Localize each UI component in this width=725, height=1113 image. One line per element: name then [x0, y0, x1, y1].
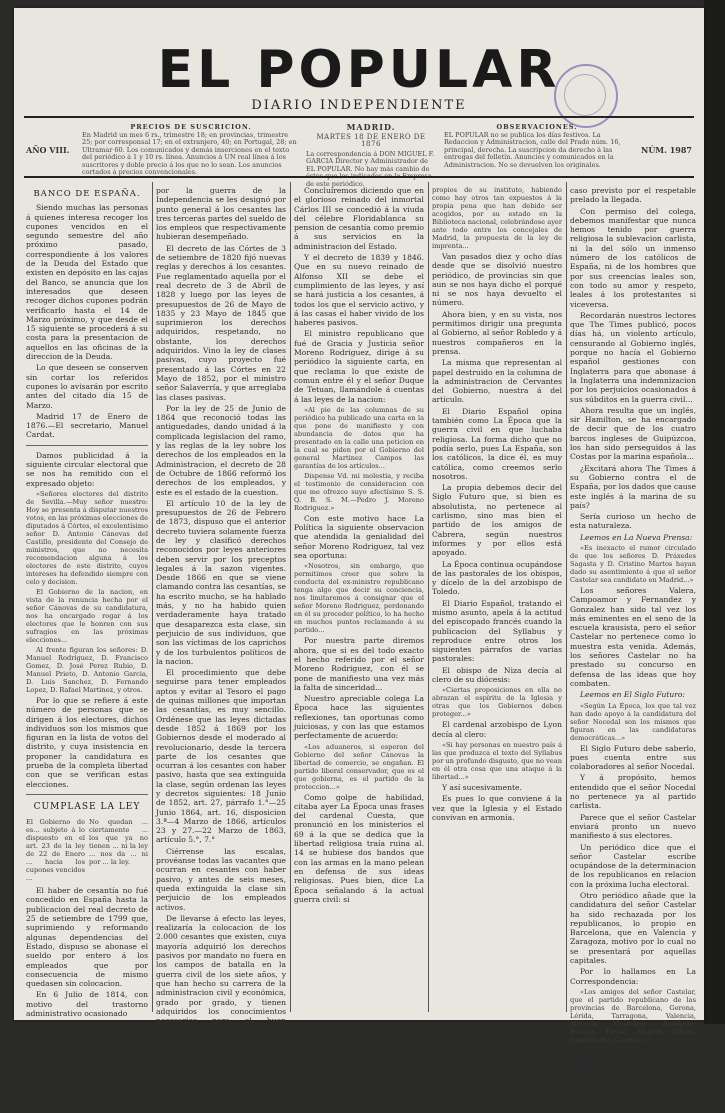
paragraph: Ciérrense las escalas, provéanse todas las vacantes que ocurran en cesantes con haber pasivo, y antes de seis meses, queda extinguida la clase sin perjuicio de los empleados activos.: [156, 846, 286, 912]
paragraph: Y á propósito, hemos entendido que el señor Nocedal no pertenece ya al partido carlista.: [570, 773, 696, 811]
column-rule: [566, 182, 567, 1012]
paragraph: El obispo de Niza decía al clero de su diócesis:: [432, 665, 562, 685]
paragraph: Es pues lo que conviene á la vez que la Iglesia y el Estado convivan en armonía.: [432, 794, 562, 822]
paragraph: «Al pie de las columnas de su periódico ha publicado una carta en la que pone de manifiesto y con abundancia de datos que ha presentado en la calle una peticion en la cual se piden por el Gobierno del general Martinez Campos las garantías de los artículos...: [294, 405, 424, 470]
year-label: AÑO VIII.: [26, 145, 70, 155]
quote-intro: Leemos en El Siglo Futuro:: [580, 690, 686, 700]
paragraph: Un periódico dice que el señor Castelar escribe ocupándose de la determinacion de los republicanos en relacion con la próxima lucha electoral.: [570, 842, 696, 889]
quote-intro: Leemos en La Nueva Prensa:: [580, 532, 693, 542]
paragraph: «Nosotros, sin embargo, que permitimos creer que sobre la conducta del ex-ministro republicano tenga algo que decir su conciencia, nos limitaremos á consignar que el señor Moreno Rodriguez, perdonando en él su proceder político, lo ha hecho en muchos puntos reclamando á su partido...: [294, 562, 424, 635]
paragraph: Como golpe de habilidad, citaba ayer La Época unas frases del cardenal Cuesta, que pronunció en los ministerios el 69 á la que se dedica que la libertad religiosa traía ruina al. 14 se hubiese dos bandos que con las armas en la mano pelean en defensa de sus ideas religiosas. Pues bien, dice La Época señalando á la actual guerra civil: si: [294, 792, 424, 904]
paragraph: Van pasados diez y ocho días desde que se disolvió nuestro periódico, de provincias sin que aun se nos haya dicho el porqué ni se nos haya devuelto el número.: [432, 252, 562, 308]
paragraph: caso previsto por el respetable prelado la llegada.: [570, 186, 696, 205]
masthead-subtitle: DIARIO INDEPENDIENTE: [251, 98, 467, 113]
observations-heading: OBSERVACIONES.: [496, 123, 578, 131]
paragraph: El Gobierno de la nacion, en vista de la renuncia hecha por el señor Cánovas de su candidatura, nos ha encargado rogar á los electores que le honren con sus sufragios en las próximas elecciones...: [26, 587, 148, 644]
issue-number: NÚM. 1987: [641, 145, 692, 155]
divider: [26, 445, 148, 446]
paragraph: El decreto de las Córtes de 3 de setiembre de 1820 fijó nuevas reglas y derechos á los cesantes. Fue reglamentado aquella por el real decreto de 3 de Abril de 1828 y luego por las leyes de presupuestos de 26 de Mayo de 1835 y 23 Mayo de 1845 que suprimieron los derechos adquiridos, respetando, no obstante, los derechos adquiridos. Vino la ley de clases pasivas, cuyo proyecto fué presentado á las Córtes en 22 Mayo de 1852, por el ministro señor Salaverría, y que arreglaba las clases pasivas.: [156, 243, 286, 402]
paragraph: La Época continua ocupándose de las pastorales de los obispos, y dícelo de la del arzobispo de Toledo.: [432, 559, 562, 597]
paragraph: «Es inexacto el rumor circulado de que los señores D. Práxedes Sagasta y D. Cristino Martos hayan dado su asentimiento á que el señor Castelar sea candidato en Madrid...»: [570, 543, 696, 584]
paragraph: Por lo que se refiere á este número de personas que se dirigen á los electores, dichos individuos son los mismos que figuran en la lista de votos del distrito, y cuya insistencia en proponer la candidatura es prueba de la completa libertad con que se verifican estas elecciones.: [26, 695, 148, 789]
issue-date: MARTES 18 DE ENERO DE 1876: [316, 132, 426, 148]
paragraph: El artículo 10 de la ley de presupuestos de 26 de Febrero de 1873, dispuso que el anterior decreto tuviera solamente fuerza de ley y clasificó derechos reconocidos por leyes anteriores deben servir por los preceptos legales á la sazon vigentes. Desde 1866 en que se viene clamando contra las cesantías, se ha escrito mucho, se ha hablado más, y no ha habido quien verdaderamente haya tratado que desaparezca esta clase, sin perjuicio de sus individuos, que son las víctimas de los caprichos y de los turbulentos políticos de la nacion.: [156, 498, 286, 666]
observations-box: [444, 124, 630, 169]
paragraph: El Siglo Futuro debe saberlo, pues cuenta entre sus colaboradores al señor Nocedal.: [570, 743, 696, 772]
column-2: [156, 186, 286, 1035]
prices-box: [82, 124, 300, 177]
page-edge: [704, 0, 725, 1024]
paragraph: En 6 Julio de 1814, con motivo del trastorno administrativo ocasionado: [26, 990, 148, 1019]
column-5: [570, 186, 696, 1113]
madrid-heading: MADRID.: [346, 122, 396, 132]
paragraph: El Diario Español opina también como La Época que la guerra civil en que luchaba religiosa. La forma dicho que no podía serlo, pues La España, son los católicos, la dice él, es muy católica, como creemos serlo nosotros.: [432, 406, 562, 481]
paragraph: Sería curioso un hecho de esta naturaleza.: [570, 512, 696, 531]
paragraph: El procedimiento que debe seguirse para tener empleados aptos y evitar al Tesoro el pago de quinas millones que importan las cesantías, es muy sencillo. Ordénese que las leyes dictadas desde 1852 á 1869 por los Gobiernos desde el moderado al revolucionario, desde la tercera parte de los cesantes que ocurran á los cesantes con haber pasivo, hasta que sea extinguida la clase, según ordenan las leyes y decretos siguientes: 18 Junio de 1852, art. 27, párrafo 1.°—25 Junio 1864, art. 16, disposicion 3.ª—4 Marzo de 1866, artículos 23 y 27.—22 Marzo de 1863, artículo 5.°, 7.°: [156, 668, 286, 845]
paragraph: Y así sucesivamente.: [442, 782, 522, 792]
paragraph: «Según La Época, los que tal vez han dado apoyo á la candidatura del señor Nocedal son los mismos que figuran en las candidaturas democráticas...»: [570, 701, 696, 742]
paragraph: «Si hay personas en nuestro país á las que produzca el texto del Syllabus por un profundo disgusto, que no vean en él otra cosa que una ataque á la libertad...»: [432, 740, 562, 781]
column-rule: [290, 182, 291, 1012]
paragraph: La misma que representan al papel destruido en la columna de la administracion de Cervantes del Gobierno, nuestra á del artículo.: [432, 358, 562, 405]
paragraph: Y hasta de Castelar y sus amigos, que la dan ahora por exhibirse.: [570, 1085, 696, 1113]
paragraph: Con permiso del colega, debemos manifestar que nunca hemos tenido por guerra religiosa la sublevacion carlista, ni la del sólo un inmenso número de los católicos de España, ni de los hombres que por sus creencias leales son, con todo su amor y respeto, leales á los protestantes si viceversa.: [570, 206, 696, 309]
paragraph: Y el decreto de 1839 y 1846. Que en su nuevo reinado de Alfonso XII se debe el cumplimiento de las leyes, y así se hará justicia a los cesantes, á todos los que el servicio activo, y á las casas el haber vivido de los haberes pasivos.: [294, 253, 424, 328]
column-1: [26, 186, 148, 1019]
paragraph: El cardenal arzobispo de Lyon decía al clero:: [432, 720, 562, 739]
paragraph: Por la ley de 25 de Junio de 1864 que reconoció todas las antiguedades, dando unidad á la complicada legislacion del ramo, y las reglas de la ley sobre los derechos de los empleados en la Administracion, el decreto de 28 de Octubre de 1866 reformó los derechos de los empleados, y este es el estado de la cuestion.: [156, 403, 286, 497]
paragraph: «Señores electores del distrito de Sevilla.—Muy señor nuestro: Hoy se presenta á disputar nuestros votos, en las próximas elecciones de diputados á Córtes, el excelentísimo señor D. Antonio Cánovas del Castillo, presidente del Consejo de ministros, que no necesita recomendacion alguna á los electores de este distrito, cuyos intereses ha defendido siempre con celo y decision.: [26, 489, 148, 586]
paragraph: Ahora bien, y en su vista, nos permitimos dirigir una pregunta al Gobierno, al señor Robledo y á nuestros compañeros en la prensa.: [432, 309, 562, 356]
paragraph: «Ciertas proposiciones en ella no abrazan el espíritu de la Iglesia y otras que los Gobiernos deben proteger...»: [432, 686, 562, 719]
madrid-text: La correspondencia á DON MIGUEL F. GARCIA Director y Administrador de EL POPULAR. No hay más cambio de de este periódico.: [306, 149, 435, 188]
paragraph: «Los amigos del señor Castelar, que el partido republicano de las provincias de Barcelona, Gerona, Lérida, Tarragona, Valencia, Alicante, Castellón, Zaragoza, Huesca, Teruel, Madrid, Toledo, Guadalajara, Cuenca...»: [570, 987, 696, 1044]
paragraph: La propia debemos decir del Siglo Futuro que, si bien es absolutista, no pertenece al carlismo, sino mas bien el partido de los amigos de Cabrera, según nuestros informes y por ellos está apoyado.: [432, 483, 562, 558]
observations-text: EL POPULAR no se publica los días festivos. La Redaccion y Administracion, calle del Prado núm. 16, principal, derecha. La suscripcion da derecho á las entregas del folletín. Anuncios y comunicados en la Administracion. No se devuelven los originales.: [444, 130, 621, 169]
paragraph: Lo que deseen se conserven sin cortar los referidos cupones lo avisarán por escrito antes del citado día 15 de Marzo.: [26, 363, 148, 410]
divider: [26, 794, 148, 795]
column-4: [432, 186, 562, 1014]
paragraph: Por lo hallamos en La Correspondencia:: [570, 967, 696, 986]
paragraph: Con este motivo hace La Política la siguiente observacion que atendida la genialidad del señor Moreno Rodriguez, tal vez sea oportuna:: [294, 513, 424, 561]
paragraph: Damos publicidad á la siguiente circular electoral que se nos ha remitido con el expresado objeto:: [26, 450, 148, 488]
paragraph: ¿Excitará ahora The Times á su Gobierno contra el de España, por los dados que cause este inglés á la marina de su país?: [570, 463, 696, 510]
prices-text: En Madrid un mes 6 rs., trimestre 18; en provincias, trimestre 25; por corresponsal 17; en el extranjero, 40; en Portugal, 28; en Ultramar 60. Los comunicados y demás inserciones en el texto del periódico á 1 y 10 rs. línea. Anuncios á UN real línea á los suscritores y doble precio á los que no lo sean. Los anuncios cortados á precios convencionales.: [82, 130, 297, 176]
column-3: [294, 186, 424, 1014]
paragraph: El Diario Español, tratando el mismo asunto, apela á la actitud del episcopado francés cuando la publicacion del Syllabus y reproduce entre otros los siguientes párrafos de varias pastorales:: [432, 598, 562, 664]
paragraph: Siendo muchas las personas á quienes interesa recoger los cupones vencidos en el segundo semestre del año próximo pasado, correspondiente á los valores de la Deuda del Estado que existen en depósito en las cajas del Banco, se anuncia que los interesados que deseen recoger dichos cupones podrán verificarlo hasta el 14 de Marzo próximo, y que desde el 15 siguiente se procederá á su costa para la presentacion de aquellos en las oficinas de la direccion de la Deuda.: [26, 203, 148, 362]
paragraph: Otro periódico añade que la candidatura del señor Castelar ha sido rechazada por los republicanos, lo propio en Barcelona, que en Valencia y Zaragoza, motivo por lo cual no se presentará por aquellas capitales.: [570, 891, 696, 966]
paragraph: De llevarse á efecto las leyes, realizaría la colocacion de los 2.000 cesantes que existen, cuya mayoría adquirió los derechos pasivos por mandato no fuera en los campos de batalla en la guerra civil de los siete años, y que han hecho su carrera de la administracion civil y económica, grado por grado, y tienen adquiridos los conocimientos necesarios para el buen desempeño del servicio público.: [156, 913, 286, 1035]
madrid-box: [306, 124, 436, 188]
paragraph: Dispense Vd. mi molestia, y reciba el testimonio de consideracion con que me ofrezco suyo afectísimo S. S. Q. B. S. M.—Pedro J. Moreno Rodriguez.»: [294, 471, 424, 512]
masthead-title: EL POPULAR: [157, 40, 561, 100]
band-rule: [24, 176, 694, 178]
two-column-note: [26, 818, 148, 882]
paragraph: Nuestro apreciable colega La Época hace las siguientes reflexiones, tan oportunas como juiciosas, y con las que estamos perfectamente de acuerdo:: [294, 694, 424, 741]
newspaper-page: [14, 8, 704, 1113]
paragraph: Concluiremos diciendo que en el glorioso reinado del inmortal Cárlos III se concedió á la viuda del célebre Floridablanca su pension de cesantía como premio á sus servicios en la administracion del Estado.: [294, 186, 424, 251]
paragraph: por la guerra de la Independencia se les designó por punto general á los cesantes las tres terceras partes del sueldo de los empleos que respectivamente hubieran desempeñado.: [156, 186, 286, 242]
info-band: [24, 120, 694, 188]
column-rule: [428, 182, 429, 1012]
column-rule: [152, 182, 153, 1012]
paragraph: Parece que el señor Castelar enviará pronto un nuevo manifiesto á sus electores.: [570, 812, 696, 841]
paragraph: propios de su instituto, habiendo como hay otros tan expuestos á la propia pena que han debido ser acogidos, por su estado en la Biblioteca nacional, celebrándose ayer ante todo entre los concejales de Madrid, la propuesta de la ley de imprenta...: [432, 186, 562, 250]
paragraph: Recordarán nuestros lectores que The Times publicó, pocos días há, un violento artículo, censurando al Gobierno inglés, porque no hacía el Gobierno español gestiones con Inglaterra para que abonase á la Inglaterra una indemnizacion por los perjuicios ocasionados á sus súbditos en la guerra civil...: [570, 310, 696, 404]
paragraph: Los señores Valera, Campoamor y Fernandez y Gonzalez han sido tal vez los más eminentes en el seno de la escuela krausista, pero el señor Castelar no pertenece como lo muestra esta venida. Además, los señores Castelar no ha prestado su concurso en defensa de las ideas que hoy combaten.: [570, 585, 696, 688]
paragraph: Por el pronto, no todos estos individuos son amigos del señor Castelar, como por ejemplo el señor Tutau.: [570, 1045, 696, 1083]
note-right: No quedan ... ciertamente ... los que ya no tienen ... ni la ley ... nos da ... ni por ... la ley.: [89, 818, 148, 867]
prices-heading: PRECIOS DE SUSCRICION.: [130, 123, 252, 131]
paragraph: Madrid 17 de Enero de 1876.—El secretario, Manuel Cardat.: [26, 411, 148, 440]
paragraph: El ministro republicano que fué de Gracia y Justicia señor Moreno Rodriguez, dirige á su periódico la siguiente carta, en que reclama lo que existe de comun entre él y el señor Duque de Tetuan, llamándole á cuentas á las leyes de la nacion:: [294, 329, 424, 404]
paragraph: Al frente figuran los señores: D. Manuel Rodriguez, D. Francisco Gomez, D. José Perez Rubio, D. Manuel Prieto, D. Antonio Garcia, D. Luis Sanchez, D. Fernando Lopez, D. Rafael Martinez, y otros.: [26, 645, 148, 694]
paragraph: «Los aduaneros, si esperan del Gobierno del señor Cánovas la libertad de comercio, se engañan. El partido liberal conservador, que es el que gobierna, es el partido de la proteccion...»: [294, 742, 424, 791]
note-left: El Gobierno de es... subjeto á lo dispuesto en el art. 23 de la ley de 22 de Enero ... hacia los cupones vencidos ...: [26, 818, 86, 883]
paragraph: El haber de cesantía no fué concedido en España hasta la publicacion del real decreto de 25 de setiembre de 1799 que, suprimiendo y reformando algunas dependencias del Estado, dispuso se abonase el sueldo por entero á los empleados que por consecuencia de mismo quedasen sin colocacion.: [26, 886, 148, 989]
section-heading-banco: BANCO DE ESPAÑA.: [33, 189, 141, 199]
paragraph: Por nuestra parte diremos ahora, que si es del todo exacto el hecho referido por el señor Moreno Rodriguez, con él se pone de manifiesto una vez más la falta de sinceridad...: [294, 636, 424, 692]
top-rule: [24, 116, 694, 118]
paragraph: Ahora resulta que un inglés, sir Hamilton, se ha encargado de decir que de los cuatro barcos ingleses de Guipúzcoa, los han sido perseguidos á las Costas por la marina española...: [570, 405, 696, 462]
library-stamp: [554, 64, 618, 128]
section-heading-cumplase: CUMPLASE LA LEY: [33, 801, 141, 812]
